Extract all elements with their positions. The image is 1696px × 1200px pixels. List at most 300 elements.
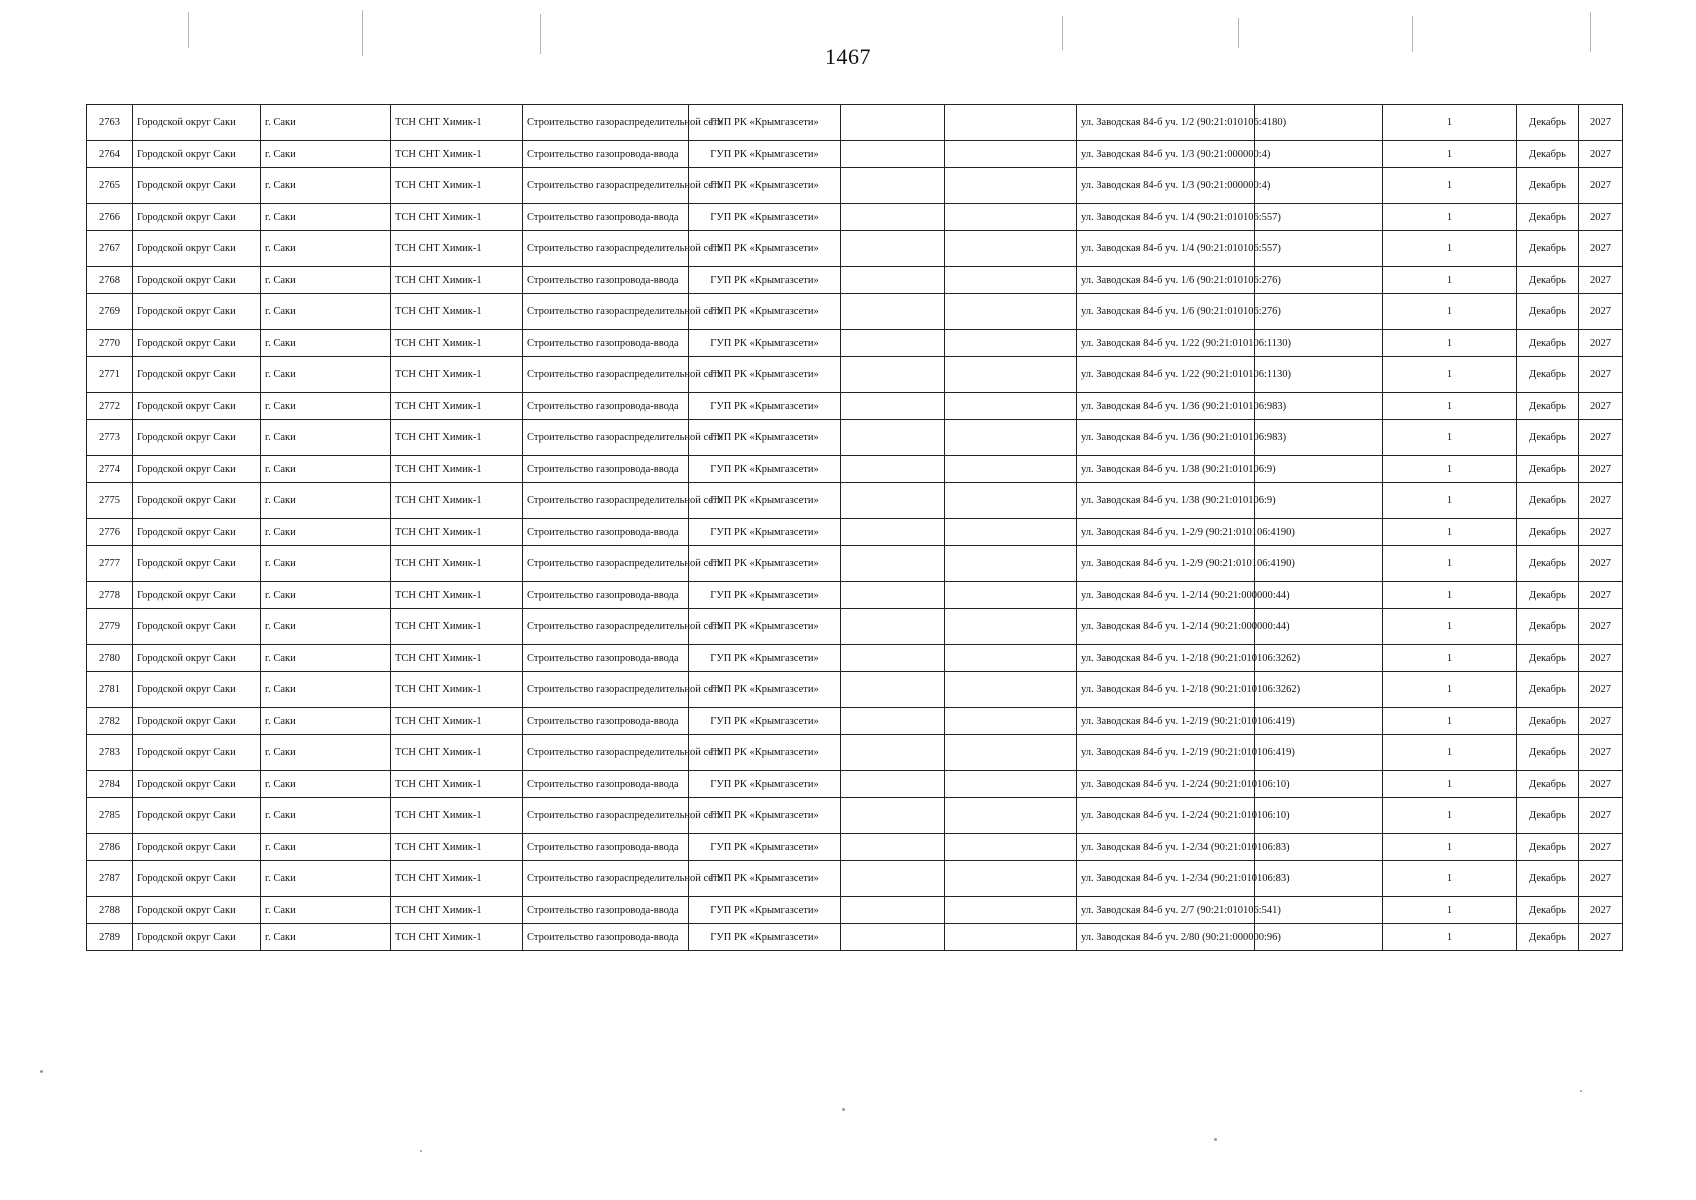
city-cell: г. Саки [261,897,391,924]
year-cell: 2027 [1579,834,1623,861]
table-row [87,294,1623,330]
address-cell: ул. Заводская 84-б уч. 1/2 (90:21:010106:4180) [1077,105,1255,141]
city-cell: г. Саки [261,771,391,798]
work-type-cell: Строительство газопровода-ввода [523,456,689,483]
row-number: 2764 [87,141,133,168]
organization-cell: ТСН СНТ Химик-1 [391,798,523,834]
organization-cell: ТСН СНТ Химик-1 [391,834,523,861]
district-cell: Городской округ Саки [133,330,261,357]
quantity-cell: 1 [1383,834,1517,861]
empty-cell [945,393,1077,420]
organization-cell: ТСН СНТ Химик-1 [391,771,523,798]
row-number: 2777 [87,546,133,582]
district-cell: Городской округ Саки [133,168,261,204]
district-cell: Городской округ Саки [133,645,261,672]
executor-cell: ГУП РК «Крымгазсети» [689,645,841,672]
address-cell: ул. Заводская 84-б уч. 1/6 (90:21:010106:276) [1077,267,1255,294]
district-cell: Городской округ Саки [133,105,261,141]
month-cell: Декабрь [1517,204,1579,231]
work-type-cell: Строительство газораспределительной сети [523,609,689,645]
scan-artifact [420,1150,422,1152]
executor-cell: ГУП РК «Крымгазсети» [689,771,841,798]
district-cell: Городской округ Саки [133,798,261,834]
empty-cell [841,141,945,168]
city-cell: г. Саки [261,204,391,231]
year-cell: 2027 [1579,609,1623,645]
row-number: 2788 [87,897,133,924]
address-cell: ул. Заводская 84-б уч. 1/4 (90:21:010106:557) [1077,231,1255,267]
empty-cell [841,645,945,672]
row-number: 2787 [87,861,133,897]
empty-cell [841,105,945,141]
empty-cell [841,168,945,204]
month-cell: Декабрь [1517,456,1579,483]
year-cell: 2027 [1579,267,1623,294]
executor-cell: ГУП РК «Крымгазсети» [689,456,841,483]
year-cell: 2027 [1579,393,1623,420]
district-cell: Городской округ Саки [133,420,261,456]
empty-cell [945,798,1077,834]
organization-cell: ТСН СНТ Химик-1 [391,546,523,582]
city-cell: г. Саки [261,231,391,267]
year-cell: 2027 [1579,582,1623,609]
district-cell: Городской округ Саки [133,546,261,582]
work-type-cell: Строительство газопровода-ввода [523,708,689,735]
empty-cell [1255,168,1383,204]
city-cell: г. Саки [261,393,391,420]
row-number: 2773 [87,420,133,456]
empty-cell [945,204,1077,231]
year-cell: 2027 [1579,168,1623,204]
empty-cell [841,357,945,393]
month-cell: Декабрь [1517,708,1579,735]
executor-cell: ГУП РК «Крымгазсети» [689,267,841,294]
row-number: 2767 [87,231,133,267]
executor-cell: ГУП РК «Крымгазсети» [689,582,841,609]
work-type-cell: Строительство газопровода-ввода [523,393,689,420]
empty-cell [841,330,945,357]
work-type-cell: Строительство газораспределительной сети [523,546,689,582]
organization-cell: ТСН СНТ Химик-1 [391,393,523,420]
organization-cell: ТСН СНТ Химик-1 [391,357,523,393]
district-cell: Городской округ Саки [133,897,261,924]
table-row [87,924,1623,951]
quantity-cell: 1 [1383,798,1517,834]
month-cell: Декабрь [1517,267,1579,294]
year-cell: 2027 [1579,519,1623,546]
month-cell: Декабрь [1517,420,1579,456]
work-type-cell: Строительство газораспределительной сети [523,672,689,708]
quantity-cell: 1 [1383,294,1517,330]
district-cell: Городской округ Саки [133,141,261,168]
district-cell: Городской округ Саки [133,483,261,519]
empty-cell [841,582,945,609]
address-cell: ул. Заводская 84-б уч. 1/22 (90:21:010106:1130) [1077,330,1255,357]
address-cell: ул. Заводская 84-б уч. 1-2/34 (90:21:010106:83) [1077,861,1255,897]
executor-cell: ГУП РК «Крымгазсети» [689,294,841,330]
empty-cell [945,420,1077,456]
organization-cell: ТСН СНТ Химик-1 [391,582,523,609]
city-cell: г. Саки [261,519,391,546]
address-cell: ул. Заводская 84-б уч. 1/38 (90:21:010106:9) [1077,456,1255,483]
organization-cell: ТСН СНТ Химик-1 [391,294,523,330]
empty-cell [841,546,945,582]
address-cell: ул. Заводская 84-б уч. 1-2/24 (90:21:010106:10) [1077,798,1255,834]
empty-cell [945,708,1077,735]
address-cell: ул. Заводская 84-б уч. 2/7 (90:21:010106:541) [1077,897,1255,924]
organization-cell: ТСН СНТ Химик-1 [391,168,523,204]
organization-cell: ТСН СНТ Химик-1 [391,924,523,951]
year-cell: 2027 [1579,357,1623,393]
month-cell: Декабрь [1517,834,1579,861]
district-cell: Городской округ Саки [133,204,261,231]
organization-cell: ТСН СНТ Химик-1 [391,483,523,519]
table-row [87,735,1623,771]
table-row [87,141,1623,168]
scan-artifact [842,1108,845,1111]
quantity-cell: 1 [1383,582,1517,609]
year-cell: 2027 [1579,204,1623,231]
month-cell: Декабрь [1517,924,1579,951]
city-cell: г. Саки [261,708,391,735]
empty-cell [945,456,1077,483]
row-number: 2783 [87,735,133,771]
executor-cell: ГУП РК «Крымгазсети» [689,483,841,519]
quantity-cell: 1 [1383,645,1517,672]
district-cell: Городской округ Саки [133,294,261,330]
address-cell: ул. Заводская 84-б уч. 1/3 (90:21:000000:4) [1077,141,1255,168]
table-row [87,546,1623,582]
executor-cell: ГУП РК «Крымгазсети» [689,735,841,771]
work-type-cell: Строительство газопровода-ввода [523,645,689,672]
month-cell: Декабрь [1517,735,1579,771]
quantity-cell: 1 [1383,168,1517,204]
district-cell: Городской округ Саки [133,609,261,645]
district-cell: Городской округ Саки [133,582,261,609]
work-type-cell: Строительство газопровода-ввода [523,141,689,168]
table-row [87,582,1623,609]
organization-cell: ТСН СНТ Химик-1 [391,456,523,483]
row-number: 2772 [87,393,133,420]
month-cell: Декабрь [1517,231,1579,267]
empty-cell [945,924,1077,951]
empty-cell [945,834,1077,861]
work-type-cell: Строительство газораспределительной сети [523,483,689,519]
work-type-cell: Строительство газопровода-ввода [523,834,689,861]
table-row [87,645,1623,672]
month-cell: Декабрь [1517,609,1579,645]
city-cell: г. Саки [261,294,391,330]
address-cell: ул. Заводская 84-б уч. 1/4 (90:21:010106:557) [1077,204,1255,231]
work-type-cell: Строительство газораспределительной сети [523,168,689,204]
address-cell: ул. Заводская 84-б уч. 1/6 (90:21:010106:276) [1077,294,1255,330]
scan-artifact [188,12,189,48]
row-number: 2789 [87,924,133,951]
executor-cell: ГУП РК «Крымгазсети» [689,330,841,357]
district-cell: Городской округ Саки [133,924,261,951]
quantity-cell: 1 [1383,267,1517,294]
row-number: 2770 [87,330,133,357]
table-row [87,267,1623,294]
table-row [87,672,1623,708]
address-cell: ул. Заводская 84-б уч. 1-2/18 (90:21:010106:3262) [1077,645,1255,672]
work-type-cell: Строительство газопровода-ввода [523,519,689,546]
address-cell: ул. Заводская 84-б уч. 1-2/24 (90:21:010106:10) [1077,771,1255,798]
city-cell: г. Саки [261,105,391,141]
quantity-cell: 1 [1383,204,1517,231]
year-cell: 2027 [1579,897,1623,924]
work-type-cell: Строительство газораспределительной сети [523,231,689,267]
empty-cell [945,645,1077,672]
empty-cell [841,231,945,267]
work-type-cell: Строительство газораспределительной сети [523,105,689,141]
empty-cell [945,519,1077,546]
executor-cell: ГУП РК «Крымгазсети» [689,141,841,168]
address-cell: ул. Заводская 84-б уч. 1/38 (90:21:010106:9) [1077,483,1255,519]
address-cell: ул. Заводская 84-б уч. 1-2/9 (90:21:010106:4190) [1077,546,1255,582]
organization-cell: ТСН СНТ Химик-1 [391,735,523,771]
work-type-cell: Строительство газораспределительной сети [523,861,689,897]
work-type-cell: Строительство газораспределительной сети [523,294,689,330]
organization-cell: ТСН СНТ Химик-1 [391,420,523,456]
year-cell: 2027 [1579,861,1623,897]
row-number: 2785 [87,798,133,834]
address-cell: ул. Заводская 84-б уч. 1-2/14 (90:21:000000:44) [1077,582,1255,609]
empty-cell [841,456,945,483]
quantity-cell: 1 [1383,861,1517,897]
empty-cell [945,735,1077,771]
work-type-cell: Строительство газопровода-ввода [523,582,689,609]
month-cell: Декабрь [1517,798,1579,834]
empty-cell [945,105,1077,141]
district-cell: Городской округ Саки [133,456,261,483]
organization-cell: ТСН СНТ Химик-1 [391,861,523,897]
organization-cell: ТСН СНТ Химик-1 [391,267,523,294]
executor-cell: ГУП РК «Крымгазсети» [689,420,841,456]
quantity-cell: 1 [1383,456,1517,483]
city-cell: г. Саки [261,483,391,519]
empty-cell [841,519,945,546]
empty-cell [945,771,1077,798]
empty-cell [945,168,1077,204]
year-cell: 2027 [1579,456,1623,483]
month-cell: Декабрь [1517,141,1579,168]
work-type-cell: Строительство газораспределительной сети [523,735,689,771]
organization-cell: ТСН СНТ Химик-1 [391,330,523,357]
organization-cell: ТСН СНТ Химик-1 [391,141,523,168]
empty-cell [841,861,945,897]
table-row [87,708,1623,735]
year-cell: 2027 [1579,105,1623,141]
empty-cell [841,294,945,330]
page-number: 1467 [825,44,871,69]
table-row [87,798,1623,834]
city-cell: г. Саки [261,141,391,168]
city-cell: г. Саки [261,798,391,834]
month-cell: Декабрь [1517,897,1579,924]
city-cell: г. Саки [261,267,391,294]
city-cell: г. Саки [261,357,391,393]
year-cell: 2027 [1579,672,1623,708]
month-cell: Декабрь [1517,393,1579,420]
executor-cell: ГУП РК «Крымгазсети» [689,204,841,231]
work-type-cell: Строительство газопровода-ввода [523,771,689,798]
address-cell: ул. Заводская 84-б уч. 1/36 (90:21:010106:983) [1077,420,1255,456]
work-type-cell: Строительство газопровода-ввода [523,330,689,357]
address-cell: ул. Заводская 84-б уч. 1/22 (90:21:010106:1130) [1077,357,1255,393]
district-cell: Городской округ Саки [133,393,261,420]
district-cell: Городской округ Саки [133,357,261,393]
city-cell: г. Саки [261,834,391,861]
work-type-cell: Строительство газораспределительной сети [523,798,689,834]
empty-cell [841,672,945,708]
district-cell: Городской округ Саки [133,267,261,294]
executor-cell: ГУП РК «Крымгазсети» [689,105,841,141]
year-cell: 2027 [1579,231,1623,267]
empty-cell [841,267,945,294]
city-cell: г. Саки [261,546,391,582]
city-cell: г. Саки [261,672,391,708]
district-cell: Городской округ Саки [133,861,261,897]
empty-cell [945,330,1077,357]
organization-cell: ТСН СНТ Химик-1 [391,519,523,546]
table-row [87,204,1623,231]
row-number: 2778 [87,582,133,609]
city-cell: г. Саки [261,420,391,456]
month-cell: Декабрь [1517,582,1579,609]
empty-cell [945,861,1077,897]
table-row [87,393,1623,420]
empty-cell [945,672,1077,708]
empty-cell [841,771,945,798]
row-number: 2779 [87,609,133,645]
quantity-cell: 1 [1383,735,1517,771]
table-row [87,231,1623,267]
work-type-cell: Строительство газопровода-ввода [523,204,689,231]
row-number: 2775 [87,483,133,519]
organization-cell: ТСН СНТ Химик-1 [391,672,523,708]
row-number: 2766 [87,204,133,231]
empty-cell [945,231,1077,267]
empty-cell [841,483,945,519]
executor-cell: ГУП РК «Крымгазсети» [689,924,841,951]
work-type-cell: Строительство газопровода-ввода [523,924,689,951]
year-cell: 2027 [1579,645,1623,672]
district-cell: Городской округ Саки [133,708,261,735]
organization-cell: ТСН СНТ Химик-1 [391,204,523,231]
executor-cell: ГУП РК «Крымгазсети» [689,897,841,924]
empty-cell [945,357,1077,393]
organization-cell: ТСН СНТ Химик-1 [391,231,523,267]
quantity-cell: 1 [1383,708,1517,735]
month-cell: Декабрь [1517,771,1579,798]
work-type-cell: Строительство газопровода-ввода [523,267,689,294]
quantity-cell: 1 [1383,357,1517,393]
month-cell: Декабрь [1517,294,1579,330]
city-cell: г. Саки [261,330,391,357]
empty-cell [945,897,1077,924]
empty-cell [945,582,1077,609]
quantity-cell: 1 [1383,420,1517,456]
month-cell: Декабрь [1517,861,1579,897]
table-row [87,168,1623,204]
empty-cell [841,204,945,231]
table-row [87,834,1623,861]
quantity-cell: 1 [1383,672,1517,708]
city-cell: г. Саки [261,582,391,609]
row-number: 2786 [87,834,133,861]
year-cell: 2027 [1579,798,1623,834]
row-number: 2769 [87,294,133,330]
year-cell: 2027 [1579,330,1623,357]
month-cell: Декабрь [1517,330,1579,357]
month-cell: Декабрь [1517,105,1579,141]
address-cell: ул. Заводская 84-б уч. 2/80 (90:21:000000:96) [1077,924,1255,951]
executor-cell: ГУП РК «Крымгазсети» [689,519,841,546]
district-cell: Городской округ Саки [133,519,261,546]
row-number: 2782 [87,708,133,735]
quantity-cell: 1 [1383,609,1517,645]
table-row [87,483,1623,519]
work-type-cell: Строительство газопровода-ввода [523,897,689,924]
empty-cell [841,834,945,861]
quantity-cell: 1 [1383,483,1517,519]
row-number: 2765 [87,168,133,204]
executor-cell: ГУП РК «Крымгазсети» [689,546,841,582]
executor-cell: ГУП РК «Крымгазсети» [689,231,841,267]
address-cell: ул. Заводская 84-б уч. 1-2/18 (90:21:010106:3262) [1077,672,1255,708]
month-cell: Декабрь [1517,483,1579,519]
quantity-cell: 1 [1383,771,1517,798]
table-row [87,420,1623,456]
row-number: 2781 [87,672,133,708]
month-cell: Декабрь [1517,645,1579,672]
city-cell: г. Саки [261,168,391,204]
month-cell: Декабрь [1517,357,1579,393]
city-cell: г. Саки [261,735,391,771]
empty-cell [945,141,1077,168]
organization-cell: ТСН СНТ Химик-1 [391,105,523,141]
table-row [87,771,1623,798]
year-cell: 2027 [1579,924,1623,951]
empty-cell [841,798,945,834]
empty-cell [945,546,1077,582]
district-cell: Городской округ Саки [133,672,261,708]
city-cell: г. Саки [261,609,391,645]
year-cell: 2027 [1579,483,1623,519]
organization-cell: ТСН СНТ Химик-1 [391,897,523,924]
district-cell: Городской округ Саки [133,771,261,798]
row-number: 2784 [87,771,133,798]
year-cell: 2027 [1579,708,1623,735]
year-cell: 2027 [1579,771,1623,798]
organization-cell: ТСН СНТ Химик-1 [391,609,523,645]
organization-cell: ТСН СНТ Химик-1 [391,645,523,672]
registry-table [86,104,1623,951]
address-cell: ул. Заводская 84-б уч. 1/36 (90:21:010106:983) [1077,393,1255,420]
empty-cell [841,393,945,420]
quantity-cell: 1 [1383,393,1517,420]
executor-cell: ГУП РК «Крымгазсети» [689,609,841,645]
year-cell: 2027 [1579,735,1623,771]
work-type-cell: Строительство газораспределительной сети [523,420,689,456]
row-number: 2780 [87,645,133,672]
empty-cell [841,924,945,951]
table-row [87,609,1623,645]
table-row [87,330,1623,357]
month-cell: Декабрь [1517,672,1579,708]
year-cell: 2027 [1579,294,1623,330]
